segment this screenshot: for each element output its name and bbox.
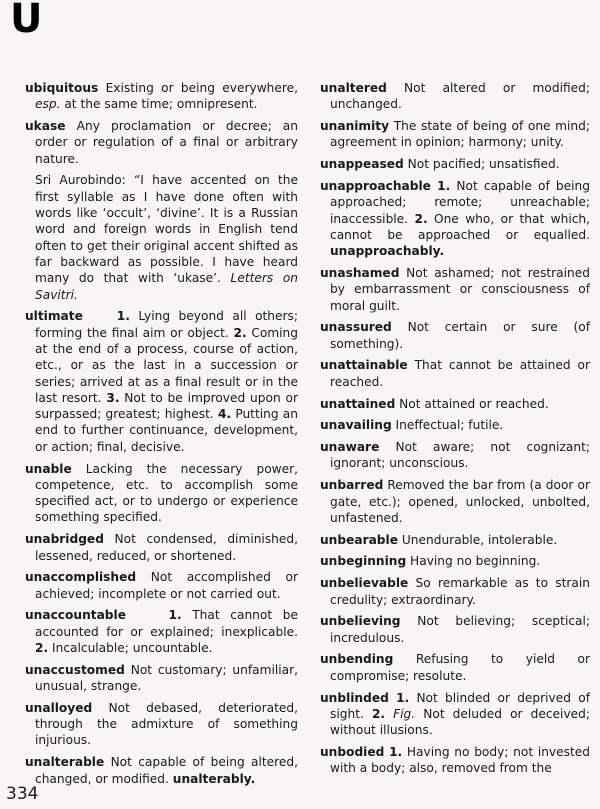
definition: Not deluded or deceived; without illusions. [330, 706, 590, 738]
definition: Not believing; sceptical; incredulous. [330, 614, 590, 645]
sense-number: 1. [396, 690, 410, 705]
sense-number: 1. [168, 608, 182, 623]
definition: Lacking the necessary power, competence, etc. to accomplish some specified act, or to undergo or experience something specified. [35, 461, 298, 525]
headword: unbelievable [320, 576, 409, 591]
definition: at the same time; omnipresent. [60, 97, 258, 112]
entry-unashamed [320, 265, 590, 314]
headword: unaccountable [25, 608, 126, 623]
sense-number: 2. [233, 325, 247, 340]
definition: Not ashamed; not restrained by embarrassment or consciousness of moral guilt. [330, 265, 590, 313]
entry-unbelievable [320, 575, 590, 608]
headword: unable [25, 461, 72, 476]
definition: Not altered or modified; unchanged. [330, 81, 590, 112]
entry-unabridged [25, 531, 298, 564]
sense-number: 1. [116, 309, 130, 324]
definition: Having no body; not invested with a body; also, removed from the [330, 744, 591, 776]
headword: unalterable [25, 755, 105, 770]
entry-ubiquitous [25, 80, 298, 113]
definition: That cannot be accounted for or explained; inexplicable. [35, 608, 298, 639]
definition: Not attained or reached. [395, 396, 549, 411]
headword: unappeased [320, 157, 404, 172]
entry-unattained [320, 396, 590, 412]
entry-unable [25, 461, 298, 526]
headword: unbodied [320, 744, 385, 759]
entry-unblinded [320, 690, 590, 739]
left-column [25, 80, 298, 792]
sense-number: 1. [437, 178, 451, 193]
entry-unaccountable [25, 607, 298, 656]
definition: Lying beyond all others; forming the final aim or object. [35, 309, 298, 340]
headword: unbarred [320, 478, 384, 493]
definition: Not capable of being approached; remote; unreachable; inaccessible. [330, 178, 591, 226]
page-number: 334 [6, 784, 39, 804]
entry-ukase [25, 118, 298, 167]
sense-number: 2. [371, 706, 386, 721]
right-column [320, 80, 590, 782]
abbreviation: esp. [35, 97, 61, 112]
definition: Not customary; unfamiliar, unusual, strange. [35, 662, 298, 694]
headword: ultimate [25, 309, 83, 324]
headword: unblinded [320, 690, 389, 705]
derived-form: unalterably. [172, 771, 256, 786]
entry-unanimity [320, 118, 590, 151]
sense-number: 4. [217, 407, 232, 422]
definition: The state of being of one mind; agreement in opinion; harmony; unity. [330, 119, 590, 150]
entry-unaccomplished [25, 569, 298, 602]
definition: Not aware; not cognizant; ignorant; unconscious. [330, 440, 590, 471]
definition: Not pacified; unsatisfied. [403, 157, 560, 172]
headword: unattainable [320, 358, 408, 373]
headword: unashamed [320, 265, 400, 280]
sense-number: 2. [35, 641, 49, 655]
quotation [35, 172, 298, 302]
headword: unattained [320, 396, 396, 411]
entry-unbodied [320, 744, 590, 777]
headword: unalloyed [25, 700, 93, 715]
definition: Unendurable, intolerable. [397, 532, 558, 547]
entry-unapproachable [320, 178, 590, 259]
headword: ukase [25, 119, 66, 134]
sense-number: 3. [106, 390, 120, 405]
definition: Ineffectual; futile. [391, 418, 504, 433]
headword: unanimity [320, 119, 390, 134]
definition: Incalculable; uncountable. [48, 641, 213, 655]
sense-number: 2. [414, 211, 428, 226]
usage-label: Fig. [393, 706, 416, 721]
definition: Putting an end to further continuance, development, or action; final, decisive. [35, 407, 298, 454]
headword: unaltered [320, 81, 387, 95]
entry-unaware [320, 439, 590, 472]
entry-unbearable [320, 532, 590, 548]
entry-unappeased [320, 156, 590, 172]
entry-unaltered [320, 80, 590, 113]
entry-unassured [320, 319, 590, 352]
headword: unassured [320, 320, 392, 335]
headword: unaccustomed [25, 662, 125, 677]
definition: One who, or that which, cannot be approached or equalled. [330, 211, 591, 242]
definition: Removed the bar from (a door or gate, etc.); opened, unlocked, unbolted, unfastened. [330, 478, 590, 525]
entry-unbending [320, 651, 590, 684]
definition: Not condensed, diminished, lessened, reduced, or shortened. [35, 532, 298, 563]
quote-text: Sri Aurobindo: “I have accented on the first syllable as I have done often with words like ‘occult’, ‘divine’. It is a Russian word and foreign words in English tend often to get their original accent shifted as far backward as possible. I have heard many do that with ‘ukase’. [35, 173, 298, 286]
sense-number: 1. [389, 744, 403, 759]
definition: Not accomplished or achieved; incomplete or not carried out. [35, 570, 298, 601]
entry-unalloyed [25, 700, 298, 749]
definition: Not debased, deteriorated, through the admixture of something injurious. [35, 700, 298, 748]
headword: unbelieving [320, 614, 401, 629]
definition: Not to be improved upon or surpassed; greatest; highest. [35, 390, 298, 422]
entry-unavailing [320, 417, 590, 433]
definition: Not blinded or deprived of sight. [330, 690, 590, 721]
section-letter: U [10, 0, 43, 42]
definition: Not certain or sure (of something). [330, 320, 590, 351]
headword: unapproachable [320, 178, 431, 193]
derived-form: unapproachably. [330, 244, 445, 259]
headword: unbeginning [320, 554, 407, 569]
entry-unaccustomed [25, 662, 298, 695]
entry-unbarred [320, 477, 590, 526]
definition: Existing or being everywhere, [98, 81, 298, 95]
definition: Having no beginning. [406, 554, 541, 569]
definition: So remarkable as to strain credulity; extraordinary. [330, 576, 590, 607]
definition: That cannot be attained or reached. [330, 358, 590, 389]
entry-unalterable [25, 754, 298, 787]
definition: Refusing to yield or compromise; resolute. [330, 652, 590, 683]
definition: Not capable of being altered, changed, or modified. [35, 755, 298, 786]
headword: unaware [320, 440, 380, 455]
definition: Coming at the end of a process, course of action, etc., or as the last in a succession or series; arrived at as a final result or in the last resort. [35, 325, 298, 405]
headword: unavailing [320, 418, 392, 433]
quote-source: Letters on Savitri. [35, 271, 299, 302]
definition: Any proclamation or decree; an order or regulation of a final or arbitrary nature. [35, 119, 298, 166]
headword: unbending [320, 652, 394, 667]
headword: unaccomplished [25, 570, 137, 585]
entry-ultimate [25, 308, 298, 455]
headword: ubiquitous [25, 81, 99, 95]
headword: unabridged [25, 532, 104, 547]
entry-unattainable [320, 357, 590, 390]
entry-unbelieving [320, 613, 590, 646]
headword: unbearable [320, 532, 398, 547]
entry-unbeginning [320, 553, 590, 569]
